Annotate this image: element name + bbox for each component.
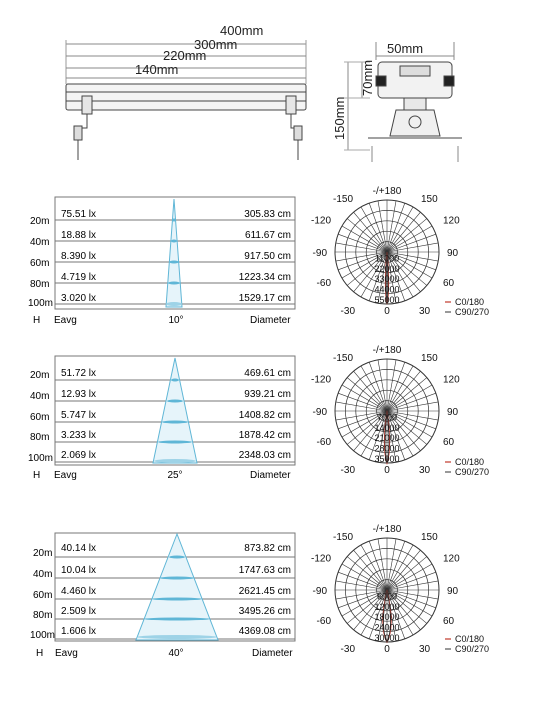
angle-label: -60 (316, 615, 331, 627)
angle-label: 120 (443, 215, 460, 227)
diameter-value: 2348.03 cm (238, 450, 291, 461)
col-eavg-label: Eavg (54, 315, 77, 326)
height-label: 100m (28, 298, 54, 309)
diameter-value: 939.21 cm (244, 389, 291, 400)
beam-panel-40 (30, 533, 295, 659)
ring-value-label: 55000 (374, 295, 400, 305)
legend-label-c0: C0/180 (455, 634, 485, 644)
angle-label: 30 (419, 644, 431, 655)
angle-label: -90 (312, 248, 327, 259)
height-label: 20m (33, 548, 53, 559)
ring-value-label: 18000 (374, 612, 400, 623)
legend-label-c0: C0/180 (455, 297, 485, 307)
col-eavg-label: Eavg (55, 648, 78, 659)
angle-label: -120 (310, 374, 331, 386)
eavg-value: 3.233 lx (61, 430, 97, 441)
angle-label: -90 (312, 407, 327, 418)
height-label: 80m (30, 432, 50, 443)
ring-value-label: 21000 (374, 433, 400, 444)
angle-label: 90 (447, 407, 459, 418)
height-label: 20m (30, 216, 50, 227)
angle-label: 60 (443, 436, 455, 448)
diameter-value: 1878.42 cm (238, 430, 291, 441)
height-label: 100m (28, 453, 54, 464)
dim-width-50: 50mm (387, 41, 424, 56)
diameter-value: 917.50 cm (244, 251, 291, 262)
angle-label: 0 (384, 465, 390, 476)
angle-label: -120 (310, 553, 331, 565)
diameter-value: 2621.45 cm (238, 586, 291, 597)
eavg-value: 12.93 lx (61, 389, 97, 400)
polar-diagram-40 (311, 524, 489, 655)
beam-cone (136, 534, 218, 640)
diameter-value: 4369.08 cm (238, 626, 291, 637)
ring-value-label: 6000 (376, 591, 398, 602)
dim-length-300: 300mm (194, 37, 238, 52)
angle-label: 30 (419, 465, 431, 476)
eavg-value: 75.51 lx (61, 209, 97, 220)
angle-label: 90 (447, 586, 459, 597)
angle-label: -120 (310, 215, 331, 227)
ring-value-label: 28000 (374, 443, 400, 454)
height-label: 80m (33, 610, 53, 621)
beam-angle-label: 40° (168, 648, 184, 659)
angle-label: 150 (421, 353, 438, 364)
angle-label: -150 (332, 194, 353, 205)
beam-panel-25 (28, 356, 295, 481)
col-h-label: H (36, 648, 44, 659)
ring-value-label: 12000 (374, 601, 400, 612)
polar-diagram-10 (311, 186, 489, 317)
angle-label: 30 (419, 306, 431, 317)
eavg-value: 18.88 lx (61, 230, 97, 241)
ring-value-label: 7000 (376, 412, 398, 423)
angle-label: 120 (443, 374, 460, 386)
col-h-label: H (33, 315, 41, 326)
angle-label: 150 (421, 532, 438, 543)
polar-diagram-25 (311, 345, 489, 477)
dim-height-150: 150mm (332, 96, 347, 140)
beam-cone (153, 358, 197, 463)
height-label: 100m (30, 630, 56, 641)
eavg-value: 4.719 lx (61, 272, 97, 283)
diameter-value: 1408.82 cm (238, 410, 291, 421)
dim-length-140: 140mm (135, 62, 179, 77)
diameter-value: 611.67 cm (245, 230, 291, 241)
diameter-value: 873.82 cm (244, 543, 291, 554)
angle-label: -30 (340, 644, 355, 655)
beam-panel-10 (28, 197, 295, 326)
ring-value-label: 44000 (374, 284, 400, 295)
height-label: 40m (33, 569, 53, 580)
beam-angle-label: 25° (167, 470, 183, 481)
angle-label: -150 (332, 532, 353, 543)
angle-label: -/+180 (372, 345, 402, 356)
ring-value-label: 33000 (374, 274, 400, 285)
beam-cone (166, 199, 182, 307)
beam-angle-label: 10° (168, 315, 184, 326)
eavg-value: 10.04 lx (61, 565, 97, 576)
legend-label-c0: C0/180 (455, 457, 485, 467)
diameter-value: 469.61 cm (244, 368, 291, 379)
height-label: 80m (30, 279, 50, 290)
angle-label: 120 (443, 553, 460, 565)
angle-label: -30 (340, 306, 355, 317)
ring-value-label: 24000 (374, 622, 400, 633)
diameter-value: 305.83 cm (244, 209, 291, 220)
diameter-value: 1747.63 cm (238, 565, 291, 576)
eavg-value: 4.460 lx (61, 586, 97, 597)
diameter-value: 3495.26 cm (238, 606, 291, 617)
height-label: 40m (30, 391, 50, 402)
col-diameter-label: Diameter (250, 470, 291, 481)
angle-label: 60 (443, 615, 455, 627)
height-label: 60m (33, 590, 53, 601)
ring-value-label: 22000 (374, 263, 400, 274)
eavg-value: 5.747 lx (61, 410, 97, 421)
dim-length-400: 400mm (220, 23, 264, 38)
angle-label: -150 (332, 353, 353, 364)
col-diameter-label: Diameter (252, 648, 293, 659)
angle-label: 90 (447, 248, 459, 259)
angle-label: -/+180 (372, 524, 402, 535)
eavg-value: 40.14 lx (61, 543, 97, 554)
height-label: 60m (30, 412, 50, 423)
dim-length-220: 220mm (163, 48, 207, 63)
height-label: 20m (30, 370, 50, 381)
angle-label: -60 (316, 436, 331, 448)
ring-value-label: 14000 (374, 422, 400, 433)
angle-label: 0 (384, 644, 390, 655)
legend-label-c90: C90/270 (455, 307, 490, 317)
legend-label-c90: C90/270 (455, 644, 490, 654)
eavg-value: 51.72 lx (61, 368, 97, 379)
height-label: 60m (30, 258, 50, 269)
angle-label: -90 (312, 586, 327, 597)
angle-label: -30 (340, 465, 355, 476)
angle-label: 0 (384, 306, 390, 317)
eavg-value: 2.509 lx (61, 606, 97, 617)
eavg-value: 8.390 lx (61, 251, 97, 262)
legend-label-c90: C90/270 (455, 467, 490, 477)
angle-label: -60 (316, 277, 331, 289)
ring-value-label: 30000 (374, 633, 400, 643)
height-label: 40m (30, 237, 50, 248)
ring-value-label: 35000 (374, 454, 400, 464)
ring-value-label: 11000 (374, 253, 400, 264)
angle-label: 150 (421, 194, 438, 205)
eavg-value: 1.606 lx (61, 626, 97, 637)
col-diameter-label: Diameter (250, 315, 291, 326)
angle-label: -/+180 (372, 186, 402, 197)
dim-height-70: 70mm (360, 59, 375, 96)
diameter-value: 1223.34 cm (238, 272, 291, 283)
eavg-value: 2.069 lx (61, 450, 97, 461)
col-h-label: H (33, 470, 41, 481)
angle-label: 60 (443, 277, 455, 289)
diameter-value: 1529.17 cm (238, 293, 291, 304)
eavg-value: 3.020 lx (61, 293, 97, 304)
col-eavg-label: Eavg (54, 470, 77, 481)
